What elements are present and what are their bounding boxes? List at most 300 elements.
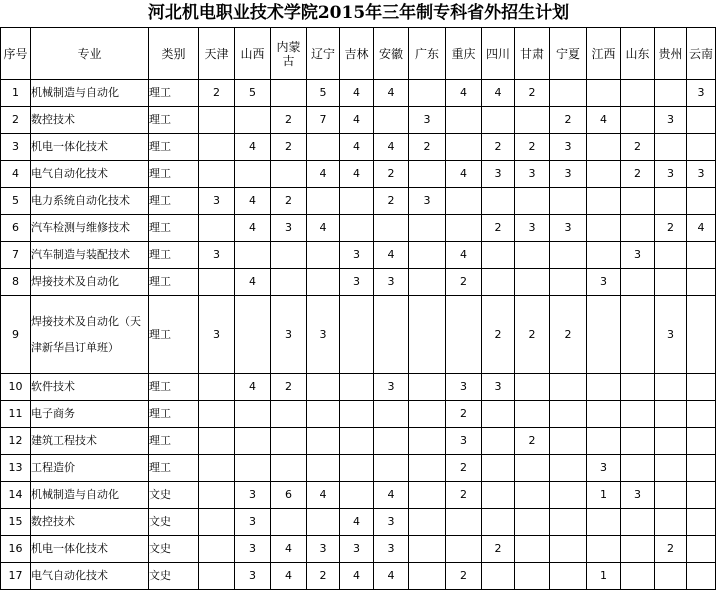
- quota-cell: [550, 269, 587, 296]
- row-category: 理工: [149, 374, 199, 401]
- quota-cell: [482, 107, 515, 134]
- quota-cell: 2: [621, 134, 655, 161]
- quota-cell: [340, 455, 374, 482]
- quota-cell: [621, 296, 655, 374]
- quota-cell: [199, 482, 235, 509]
- quota-cell: [446, 134, 482, 161]
- quota-cell: [587, 401, 621, 428]
- header-province: 辽宁: [307, 28, 340, 80]
- quota-cell: [340, 215, 374, 242]
- row-major: 数控技术: [31, 509, 149, 536]
- quota-cell: 2: [446, 563, 482, 590]
- quota-cell: [482, 269, 515, 296]
- row-category: 理工: [149, 215, 199, 242]
- quota-cell: 3: [587, 269, 621, 296]
- quota-cell: [587, 536, 621, 563]
- quota-cell: [340, 401, 374, 428]
- quota-cell: 3: [482, 374, 515, 401]
- header-province: 吉林: [340, 28, 374, 80]
- quota-cell: 3: [687, 161, 716, 188]
- quota-cell: 5: [235, 80, 271, 107]
- quota-cell: [307, 509, 340, 536]
- quota-cell: 3: [587, 455, 621, 482]
- quota-cell: [687, 242, 716, 269]
- row-index: 5: [1, 188, 31, 215]
- quota-cell: [515, 509, 550, 536]
- quota-cell: [482, 401, 515, 428]
- quota-cell: [409, 455, 446, 482]
- row-index: 17: [1, 563, 31, 590]
- quota-cell: 2: [515, 80, 550, 107]
- header-province: 贵州: [655, 28, 687, 80]
- quota-cell: [687, 482, 716, 509]
- table-body: [1, 80, 716, 590]
- row-major: 焊接技术及自动化（天津新华昌订单班）: [31, 296, 149, 374]
- quota-cell: 4: [307, 482, 340, 509]
- quota-cell: 3: [235, 563, 271, 590]
- quota-cell: 3: [374, 374, 409, 401]
- quota-cell: [199, 455, 235, 482]
- row-index: 16: [1, 536, 31, 563]
- quota-cell: [587, 134, 621, 161]
- header-province: 广东: [409, 28, 446, 80]
- quota-cell: [515, 563, 550, 590]
- quota-cell: 4: [446, 80, 482, 107]
- quota-cell: [687, 374, 716, 401]
- quota-cell: 7: [307, 107, 340, 134]
- quota-cell: 2: [446, 401, 482, 428]
- quota-cell: [515, 401, 550, 428]
- row-major: 工程造价: [31, 455, 149, 482]
- quota-cell: [482, 455, 515, 482]
- quota-cell: 2: [482, 296, 515, 374]
- quota-cell: [621, 269, 655, 296]
- quota-cell: 2: [307, 563, 340, 590]
- quota-cell: [550, 374, 587, 401]
- row-major: 汽车检测与维修技术: [31, 215, 149, 242]
- quota-cell: 2: [550, 107, 587, 134]
- quota-cell: [409, 215, 446, 242]
- page-title: 河北机电职业技术学院2015年三年制专科省外招生计划: [147, 3, 570, 23]
- table-row: [1, 482, 716, 509]
- quota-cell: [340, 482, 374, 509]
- quota-cell: 3: [621, 482, 655, 509]
- quota-cell: [271, 242, 307, 269]
- quota-cell: [687, 134, 716, 161]
- quota-cell: [587, 509, 621, 536]
- quota-cell: [621, 563, 655, 590]
- quota-cell: 4: [340, 134, 374, 161]
- quota-cell: [621, 107, 655, 134]
- header-province: 内蒙古: [271, 28, 307, 80]
- quota-cell: [482, 242, 515, 269]
- quota-cell: [446, 107, 482, 134]
- quota-cell: [550, 188, 587, 215]
- row-major: 机电一体化技术: [31, 536, 149, 563]
- quota-cell: [515, 482, 550, 509]
- header-row: [1, 28, 716, 80]
- table-row: [1, 509, 716, 536]
- table-row: [1, 107, 716, 134]
- quota-cell: [687, 296, 716, 374]
- quota-cell: [307, 269, 340, 296]
- quota-cell: [271, 161, 307, 188]
- quota-cell: 3: [340, 536, 374, 563]
- quota-cell: 3: [550, 134, 587, 161]
- quota-cell: [340, 188, 374, 215]
- quota-cell: [687, 401, 716, 428]
- quota-cell: 4: [687, 215, 716, 242]
- quota-cell: 2: [446, 482, 482, 509]
- quota-cell: [687, 188, 716, 215]
- quota-cell: [482, 428, 515, 455]
- row-category: 理工: [149, 80, 199, 107]
- table-row: [1, 536, 716, 563]
- quota-cell: 2: [515, 428, 550, 455]
- quota-cell: 2: [271, 134, 307, 161]
- quota-cell: [515, 269, 550, 296]
- quota-cell: [409, 401, 446, 428]
- quota-cell: 2: [482, 134, 515, 161]
- quota-cell: [621, 374, 655, 401]
- quota-cell: [340, 296, 374, 374]
- quota-cell: [199, 134, 235, 161]
- row-index: 11: [1, 401, 31, 428]
- quota-cell: [446, 188, 482, 215]
- quota-cell: [482, 509, 515, 536]
- quota-cell: [307, 374, 340, 401]
- quota-cell: [340, 374, 374, 401]
- quota-cell: 4: [482, 80, 515, 107]
- quota-cell: 4: [340, 161, 374, 188]
- quota-cell: [587, 161, 621, 188]
- quota-cell: [199, 161, 235, 188]
- quota-cell: [550, 482, 587, 509]
- header-province: 四川: [482, 28, 515, 80]
- quota-cell: [307, 242, 340, 269]
- quota-cell: [687, 455, 716, 482]
- quota-cell: 4: [235, 269, 271, 296]
- quota-cell: 4: [271, 563, 307, 590]
- quota-cell: 3: [655, 161, 687, 188]
- quota-cell: [515, 188, 550, 215]
- row-index: 1: [1, 80, 31, 107]
- quota-cell: [271, 80, 307, 107]
- quota-cell: [621, 509, 655, 536]
- quota-cell: 3: [374, 536, 409, 563]
- header-province: 甘肃: [515, 28, 550, 80]
- row-index: 4: [1, 161, 31, 188]
- header-category: 类别: [149, 28, 199, 80]
- quota-cell: [655, 509, 687, 536]
- quota-cell: 2: [482, 215, 515, 242]
- quota-cell: 2: [482, 536, 515, 563]
- quota-cell: 2: [409, 134, 446, 161]
- quota-cell: [307, 188, 340, 215]
- header-province: 天津: [199, 28, 235, 80]
- quota-cell: [409, 269, 446, 296]
- quota-cell: [409, 161, 446, 188]
- quota-cell: [446, 296, 482, 374]
- quota-cell: [655, 563, 687, 590]
- quota-cell: [409, 242, 446, 269]
- quota-cell: [515, 455, 550, 482]
- row-index: 12: [1, 428, 31, 455]
- quota-cell: [655, 134, 687, 161]
- quota-cell: [235, 401, 271, 428]
- enrollment-plan-table: [0, 27, 716, 590]
- quota-cell: [271, 269, 307, 296]
- quota-cell: 4: [446, 161, 482, 188]
- quota-cell: [655, 242, 687, 269]
- quota-cell: [587, 428, 621, 455]
- quota-cell: [621, 428, 655, 455]
- quota-cell: [374, 296, 409, 374]
- quota-cell: 3: [446, 428, 482, 455]
- quota-cell: [374, 455, 409, 482]
- quota-cell: [587, 374, 621, 401]
- row-category: 理工: [149, 401, 199, 428]
- quota-cell: 3: [515, 215, 550, 242]
- row-category: 文史: [149, 536, 199, 563]
- quota-cell: [199, 563, 235, 590]
- row-major: 电气自动化技术: [31, 161, 149, 188]
- header-province: 山西: [235, 28, 271, 80]
- quota-cell: 3: [374, 269, 409, 296]
- quota-cell: 3: [199, 296, 235, 374]
- row-index: 2: [1, 107, 31, 134]
- quota-cell: [587, 296, 621, 374]
- quota-cell: [515, 374, 550, 401]
- quota-cell: [374, 215, 409, 242]
- quota-cell: [621, 80, 655, 107]
- row-major: 电力系统自动化技术: [31, 188, 149, 215]
- quota-cell: 3: [550, 215, 587, 242]
- quota-cell: [655, 428, 687, 455]
- quota-cell: 3: [446, 374, 482, 401]
- table-row: [1, 215, 716, 242]
- quota-cell: [687, 563, 716, 590]
- quota-cell: 3: [374, 509, 409, 536]
- quota-cell: [374, 107, 409, 134]
- quota-cell: [409, 563, 446, 590]
- header-province: 宁夏: [550, 28, 587, 80]
- row-category: 理工: [149, 134, 199, 161]
- quota-cell: 2: [271, 107, 307, 134]
- quota-cell: 3: [687, 80, 716, 107]
- quota-cell: 3: [340, 269, 374, 296]
- row-major: 软件技术: [31, 374, 149, 401]
- quota-cell: [409, 296, 446, 374]
- table-row: [1, 188, 716, 215]
- row-index: 15: [1, 509, 31, 536]
- quota-cell: [199, 269, 235, 296]
- quota-cell: 4: [340, 80, 374, 107]
- quota-cell: [587, 242, 621, 269]
- table-row: [1, 374, 716, 401]
- quota-cell: [199, 374, 235, 401]
- quota-cell: 4: [587, 107, 621, 134]
- row-index: 3: [1, 134, 31, 161]
- quota-cell: 2: [271, 374, 307, 401]
- header-index: 序号: [1, 28, 31, 80]
- row-major: 建筑工程技术: [31, 428, 149, 455]
- row-major: 电子商务: [31, 401, 149, 428]
- row-index: 6: [1, 215, 31, 242]
- quota-cell: 3: [550, 161, 587, 188]
- quota-cell: 3: [409, 188, 446, 215]
- quota-cell: [655, 401, 687, 428]
- quota-cell: [687, 269, 716, 296]
- quota-cell: 3: [655, 296, 687, 374]
- quota-cell: [409, 482, 446, 509]
- quota-cell: [587, 80, 621, 107]
- quota-cell: [515, 536, 550, 563]
- quota-cell: 2: [374, 161, 409, 188]
- row-index: 8: [1, 269, 31, 296]
- quota-cell: 4: [446, 242, 482, 269]
- quota-cell: [199, 536, 235, 563]
- row-major: 机电一体化技术: [31, 134, 149, 161]
- quota-cell: [409, 428, 446, 455]
- quota-cell: 4: [307, 215, 340, 242]
- quota-cell: [409, 536, 446, 563]
- quota-cell: 4: [374, 134, 409, 161]
- quota-cell: [307, 401, 340, 428]
- quota-cell: [687, 428, 716, 455]
- row-index: 14: [1, 482, 31, 509]
- quota-cell: [307, 134, 340, 161]
- quota-cell: [687, 509, 716, 536]
- quota-cell: [235, 455, 271, 482]
- quota-cell: [655, 269, 687, 296]
- quota-cell: [374, 401, 409, 428]
- quota-cell: 3: [340, 242, 374, 269]
- quota-cell: 4: [271, 536, 307, 563]
- quota-cell: 4: [340, 509, 374, 536]
- row-category: 理工: [149, 269, 199, 296]
- quota-cell: 4: [374, 80, 409, 107]
- quota-cell: [655, 188, 687, 215]
- row-category: 理工: [149, 428, 199, 455]
- row-index: 9: [1, 296, 31, 374]
- quota-cell: [271, 428, 307, 455]
- table-row: [1, 242, 716, 269]
- quota-cell: [199, 215, 235, 242]
- quota-cell: [235, 161, 271, 188]
- header-province: 江西: [587, 28, 621, 80]
- quota-cell: [621, 455, 655, 482]
- quota-cell: [446, 509, 482, 536]
- row-category: 理工: [149, 107, 199, 134]
- quota-cell: [446, 215, 482, 242]
- quota-cell: [587, 188, 621, 215]
- quota-cell: 3: [307, 296, 340, 374]
- quota-cell: 5: [307, 80, 340, 107]
- quota-cell: 1: [587, 482, 621, 509]
- quota-cell: [409, 374, 446, 401]
- row-major: 机械制造与自动化: [31, 80, 149, 107]
- quota-cell: 4: [235, 374, 271, 401]
- row-major: 焊接技术及自动化: [31, 269, 149, 296]
- quota-cell: 3: [235, 482, 271, 509]
- table-row: [1, 401, 716, 428]
- quota-cell: 3: [409, 107, 446, 134]
- table-row: [1, 134, 716, 161]
- row-index: 10: [1, 374, 31, 401]
- quota-cell: 1: [587, 563, 621, 590]
- quota-cell: [199, 509, 235, 536]
- quota-cell: 4: [374, 242, 409, 269]
- quota-cell: 4: [235, 188, 271, 215]
- quota-cell: [621, 536, 655, 563]
- quota-cell: 3: [271, 215, 307, 242]
- table-row: [1, 80, 716, 107]
- quota-cell: [550, 509, 587, 536]
- quota-cell: 2: [655, 215, 687, 242]
- quota-cell: 3: [482, 161, 515, 188]
- quota-cell: [235, 296, 271, 374]
- quota-cell: 3: [199, 242, 235, 269]
- header-province: 山东: [621, 28, 655, 80]
- quota-cell: 2: [374, 188, 409, 215]
- table-row: [1, 269, 716, 296]
- row-category: 理工: [149, 242, 199, 269]
- quota-cell: [199, 428, 235, 455]
- quota-cell: [374, 428, 409, 455]
- quota-cell: [550, 455, 587, 482]
- quota-cell: 2: [655, 536, 687, 563]
- quota-cell: [687, 536, 716, 563]
- row-index: 7: [1, 242, 31, 269]
- row-major: 汽车制造与装配技术: [31, 242, 149, 269]
- quota-cell: [687, 107, 716, 134]
- row-category: 文史: [149, 563, 199, 590]
- quota-cell: [409, 80, 446, 107]
- quota-cell: [515, 242, 550, 269]
- quota-cell: [482, 482, 515, 509]
- quota-cell: [271, 455, 307, 482]
- quota-cell: [550, 242, 587, 269]
- quota-cell: [621, 188, 655, 215]
- quota-cell: 4: [307, 161, 340, 188]
- quota-cell: [587, 215, 621, 242]
- quota-cell: [199, 401, 235, 428]
- quota-cell: 4: [374, 563, 409, 590]
- quota-cell: 4: [340, 563, 374, 590]
- quota-cell: [235, 242, 271, 269]
- table-row: [1, 428, 716, 455]
- quota-cell: 2: [515, 296, 550, 374]
- header-province: 安徽: [374, 28, 409, 80]
- quota-cell: [621, 401, 655, 428]
- table-row: [1, 455, 716, 482]
- quota-cell: [550, 80, 587, 107]
- quota-cell: [655, 374, 687, 401]
- quota-cell: 2: [446, 269, 482, 296]
- quota-cell: 2: [515, 134, 550, 161]
- quota-cell: 3: [307, 536, 340, 563]
- quota-cell: [655, 80, 687, 107]
- table-row: [1, 161, 716, 188]
- row-category: 文史: [149, 509, 199, 536]
- quota-cell: 4: [235, 215, 271, 242]
- quota-cell: [307, 428, 340, 455]
- table-row: [1, 296, 716, 374]
- quota-cell: [550, 536, 587, 563]
- quota-cell: [655, 455, 687, 482]
- header-province: 云南: [687, 28, 716, 80]
